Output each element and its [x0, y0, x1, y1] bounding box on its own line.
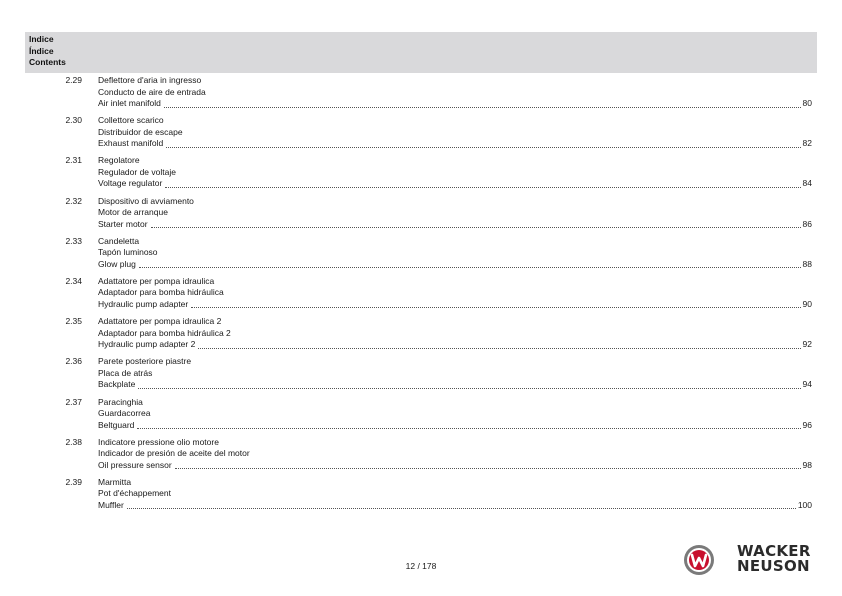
dot-leader [165, 186, 800, 188]
entry-title-italian: Deflettore d'aria in ingresso [98, 75, 202, 85]
entry-link-line[interactable] [98, 420, 812, 432]
entry-title-spanish: Indicador de presión de aceite del motor [98, 448, 250, 459]
page-number-link[interactable]: 90 [802, 298, 812, 309]
dot-leader [175, 467, 801, 469]
toc-entry[interactable] [0, 75, 842, 115]
section-number: 2.31 [65, 155, 82, 166]
dot-leader [127, 507, 796, 509]
entry-link-line[interactable] [98, 299, 812, 311]
section-number: 2.29 [65, 75, 82, 85]
entry-titles [98, 75, 812, 110]
page-number-link[interactable]: 80 [802, 98, 812, 108]
entry-title-spanish: Guardacorrea [98, 408, 151, 418]
title-italian: Indice [29, 34, 54, 44]
entry-title-english: Starter motor [98, 218, 148, 229]
entry-title-english: Hydraulic pump adapter 2 [98, 339, 196, 350]
page-number-link[interactable]: 82 [802, 138, 812, 149]
entry-titles [98, 397, 812, 432]
toc-entry[interactable] [0, 115, 842, 155]
toc-entry[interactable] [0, 316, 842, 356]
section-number: 2.36 [65, 356, 82, 367]
entry-link-line[interactable] [98, 178, 812, 190]
entry-titles [98, 276, 812, 311]
toc-entry[interactable] [0, 236, 842, 276]
page-number-link[interactable]: 92 [802, 339, 812, 350]
entry-link-line[interactable] [98, 98, 812, 110]
entry-titles [98, 115, 812, 150]
section-number: 2.39 [65, 476, 82, 487]
entry-title-spanish: Adaptador para bomba hidráulica 2 [98, 327, 231, 338]
page-number-link[interactable]: 96 [802, 419, 812, 430]
toc-entry[interactable] [0, 437, 842, 477]
entry-title-english: Exhaust manifold [98, 138, 164, 149]
entry-titles [98, 477, 812, 512]
entry-titles [98, 236, 812, 271]
entry-title-spanish: Distribuidor de escape [98, 126, 183, 137]
entry-link-line[interactable] [98, 138, 812, 150]
entry-title-english: Voltage regulator [98, 178, 163, 189]
entry-title-italian: Adattatore per pompa idraulica [98, 275, 215, 286]
entry-link-line[interactable] [98, 219, 812, 231]
entry-title-spanish: Motor de arranque [98, 207, 168, 218]
entry-link-line[interactable] [98, 259, 812, 271]
entry-titles [98, 316, 812, 351]
contents-header [25, 32, 817, 73]
dot-leader [138, 387, 800, 389]
entry-title-english: Glow plug [98, 258, 136, 269]
page-number-link[interactable]: 88 [802, 258, 812, 269]
entry-title-italian: Parete posteriore piastre [98, 356, 192, 367]
entry-title-spanish: Adaptador para bomba hidráulica [98, 287, 224, 298]
dot-leader [166, 146, 800, 148]
page-indicator: 12 / 178 [405, 561, 437, 571]
toc-entry[interactable] [0, 356, 842, 396]
entry-title-italian: Collettore scarico [98, 115, 164, 126]
entry-title-italian: Adattatore per pompa idraulica 2 [98, 316, 222, 327]
title-spanish: Índice [29, 45, 54, 56]
entry-title-spanish: Conducto de aire de entrada [98, 86, 206, 97]
brand-line-1: WACKER [737, 542, 811, 560]
entry-title-italian: Paracinghia [98, 396, 143, 407]
dot-leader [139, 266, 801, 268]
section-number: 2.30 [65, 115, 82, 126]
wacker-neuson-logo-icon [683, 544, 715, 576]
dot-leader [198, 347, 800, 349]
entry-title-spanish: Regulador de voltaje [98, 166, 176, 177]
section-number: 2.32 [65, 195, 82, 206]
entry-title-english: Muffler [98, 499, 124, 510]
entry-title-english: Beltguard [98, 419, 135, 430]
entry-title-italian: Marmitta [98, 476, 132, 487]
toc-entry[interactable] [0, 196, 842, 236]
toc-entry[interactable] [0, 276, 842, 316]
brand-wordmark [737, 544, 811, 574]
toc-entry[interactable] [0, 397, 842, 437]
entry-title-italian: Regolatore [98, 155, 140, 166]
page-number-link[interactable]: 84 [802, 178, 812, 189]
section-number: 2.34 [65, 275, 82, 286]
section-number: 2.37 [65, 396, 82, 407]
page-number-link[interactable]: 94 [802, 379, 812, 390]
entry-title-english: Backplate [98, 379, 136, 390]
entry-link-line[interactable] [98, 460, 812, 472]
title-english: Contents [29, 57, 66, 67]
toc-entry[interactable] [0, 155, 842, 195]
entry-title-spanish: Placa de atrás [98, 367, 153, 378]
entry-title-spanish: Tapón luminoso [98, 247, 158, 258]
entry-titles [98, 155, 812, 190]
entry-titles [98, 196, 812, 231]
entry-title-spanish: Pot d'échappement [98, 488, 171, 499]
section-number: 2.33 [65, 235, 82, 246]
entry-title-english: Hydraulic pump adapter [98, 298, 189, 309]
entry-link-line[interactable] [98, 500, 812, 512]
entry-title-english: Air inlet manifold [98, 98, 161, 108]
entry-title-italian: Dispositivo di avviamento [98, 195, 194, 206]
contents-titles [29, 34, 66, 69]
page-number-link[interactable]: 100 [797, 499, 812, 510]
page-number-link[interactable]: 86 [802, 218, 812, 229]
entry-title-english: Oil pressure sensor [98, 459, 172, 470]
dot-leader [137, 427, 800, 429]
toc-entry[interactable] [0, 477, 842, 517]
entry-titles [98, 356, 812, 391]
section-number: 2.35 [65, 316, 82, 327]
entry-link-line[interactable] [98, 339, 812, 351]
entry-titles [98, 437, 812, 472]
entry-title-italian: Candeletta [98, 235, 140, 246]
brand-line-2: NEUSON [737, 557, 810, 575]
page-number-link[interactable]: 98 [802, 459, 812, 470]
table-of-contents [0, 75, 842, 517]
dot-leader [191, 306, 800, 308]
entry-link-line[interactable] [98, 379, 812, 391]
entry-title-italian: Indicatore pressione olio motore [98, 436, 219, 447]
dot-leader [151, 226, 801, 228]
section-number: 2.38 [65, 436, 82, 447]
dot-leader [164, 106, 801, 108]
